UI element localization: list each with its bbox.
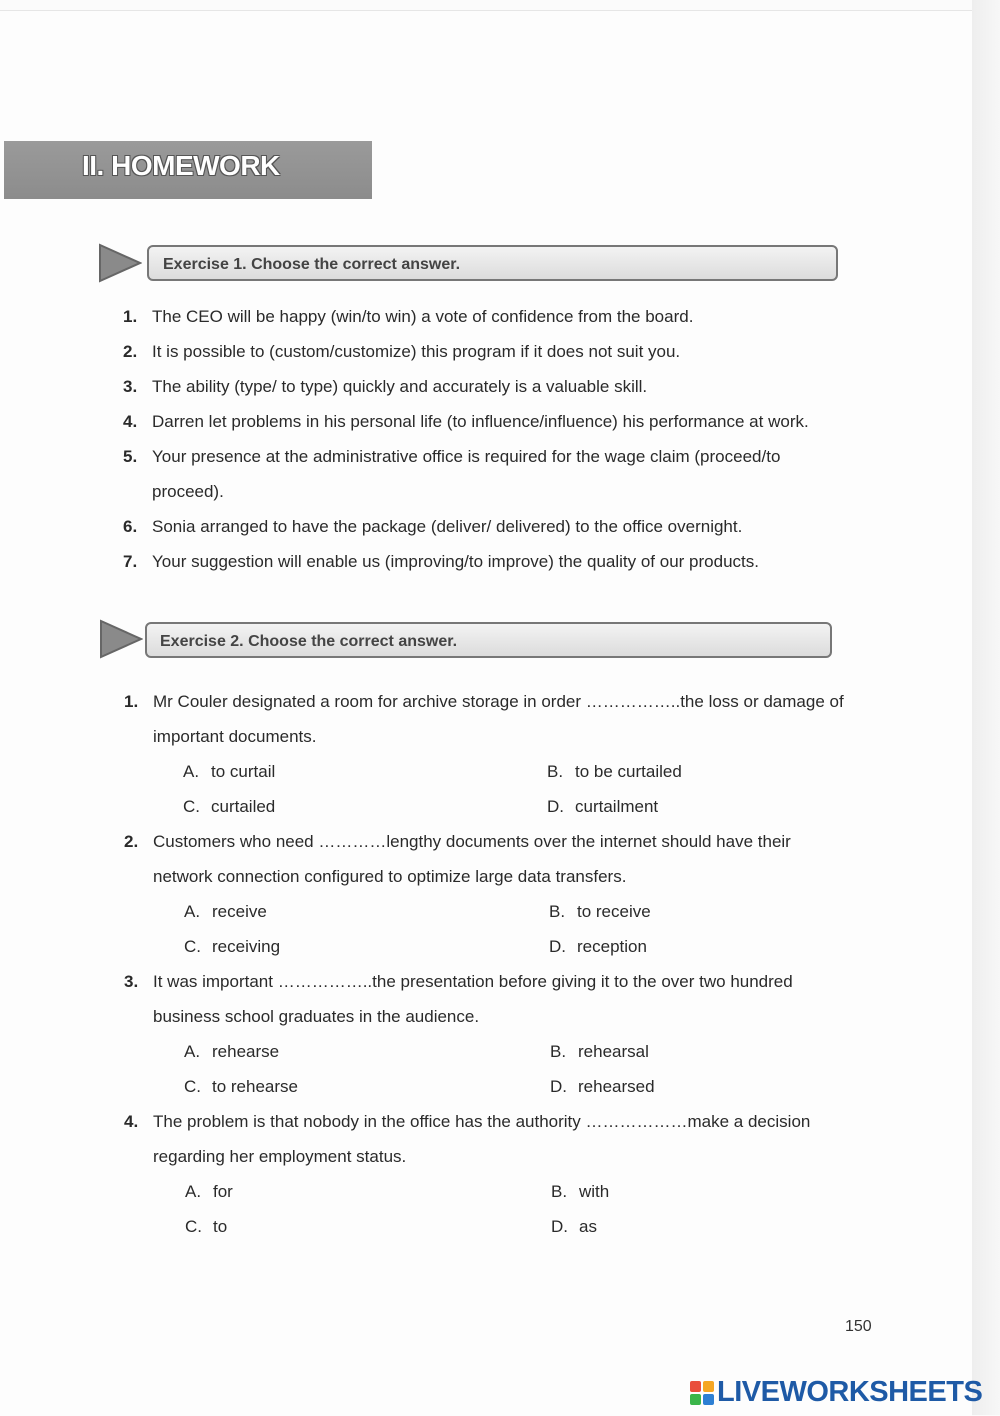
liveworksheets-watermark	[690, 1376, 982, 1409]
question-number: 2.	[124, 832, 139, 851]
question-text: Mr Couler designated a room for archive storage in order ……………..the loss or damage of important documents.	[153, 692, 844, 746]
option-b[interactable]: B. to be curtailed	[547, 762, 682, 781]
page-edge-shadow	[972, 0, 1000, 1415]
exercise-2-question	[124, 964, 864, 1034]
question-number: 7.	[123, 552, 138, 571]
page-number: 150	[845, 1318, 872, 1335]
answer-options	[124, 754, 864, 824]
exercise-1-question	[123, 369, 863, 404]
option-d[interactable]: D. rehearsed	[550, 1077, 655, 1096]
question-text: Customers who need …………lengthy documents over the internet should have their network connection configured to optimize large data transfers.	[153, 832, 791, 886]
question-text: Sonia arranged to have the package (deliver/ delivered) to the office overnight.	[152, 517, 743, 536]
section-title: II. HOMEWORK	[82, 150, 280, 181]
exercise-1-question	[123, 404, 863, 439]
exercise-2-question	[124, 824, 864, 894]
option-b[interactable]: B. to receive	[549, 902, 651, 921]
exercise-2-title: Exercise 2. Choose the correct answer.	[160, 633, 458, 650]
question-text: The problem is that nobody in the office has the authority ………………make a decision regarding her employment status.	[153, 1112, 811, 1166]
question-number: 1.	[124, 692, 139, 711]
option-d[interactable]: D. reception	[549, 937, 647, 956]
question-text: The ability (type/ to type) quickly and accurately is a valuable skill.	[152, 377, 648, 396]
exercise-1-question	[123, 439, 863, 509]
exercise-1-question	[123, 509, 863, 544]
exercise-1-arrow-icon	[98, 243, 142, 283]
question-text: The CEO will be happy (win/to win) a vote of confidence from the board.	[152, 307, 694, 326]
liveworksheets-logo-icon	[690, 1381, 714, 1405]
exercise-2-question-list	[124, 684, 864, 1244]
option-c[interactable]: C. receiving	[184, 937, 281, 956]
answer-options	[124, 1174, 864, 1244]
option-a[interactable]: A. receive	[184, 902, 267, 921]
option-a[interactable]: A. to curtail	[183, 762, 276, 781]
exercise-2-question	[124, 684, 864, 754]
option-a[interactable]: A. for	[185, 1182, 233, 1201]
exercise-1-question	[123, 299, 863, 334]
exercise-1-question-list	[123, 299, 863, 579]
question-text: It was important ……………..the presentation before giving it to the over two hundred business school graduates in the audience.	[153, 972, 793, 1026]
exercise-1-question	[123, 334, 863, 369]
question-text: It is possible to (custom/customize) this program if it does not suit you.	[152, 342, 681, 361]
option-b[interactable]: B. rehearsal	[550, 1042, 649, 1061]
question-number: 4.	[124, 1112, 139, 1131]
liveworksheets-brand: LIVEWORKSHEETS	[717, 1376, 983, 1408]
option-c[interactable]: C. to	[185, 1217, 228, 1236]
answer-options	[124, 894, 864, 964]
question-text: Your suggestion will enable us (improving/to improve) the quality of our products.	[152, 552, 759, 571]
question-number: 6.	[123, 517, 138, 536]
question-number: 1.	[123, 307, 138, 326]
option-d[interactable]: D. as	[551, 1217, 597, 1236]
question-text: Your presence at the administrative office is required for the wage claim (proceed/to proceed).	[152, 447, 781, 501]
option-c[interactable]: C. curtailed	[183, 797, 276, 816]
question-number: 5.	[123, 447, 138, 466]
answer-options	[124, 1034, 864, 1104]
question-number: 4.	[123, 412, 138, 431]
option-b[interactable]: B. with	[551, 1182, 610, 1201]
exercise-1-title: Exercise 1. Choose the correct answer.	[163, 256, 461, 273]
question-number: 3.	[123, 377, 138, 396]
question-number: 3.	[124, 972, 139, 991]
exercise-1-question	[123, 544, 863, 579]
option-c[interactable]: C. to rehearse	[184, 1077, 298, 1096]
option-d[interactable]: D. curtailment	[547, 797, 659, 816]
exercise-2-question	[124, 1104, 864, 1174]
question-text: Darren let problems in his personal life (to influence/influence) his performance at work.	[152, 412, 809, 431]
question-number: 2.	[123, 342, 138, 361]
option-a[interactable]: A. rehearse	[184, 1042, 280, 1061]
exercise-2-arrow-icon	[99, 619, 143, 659]
